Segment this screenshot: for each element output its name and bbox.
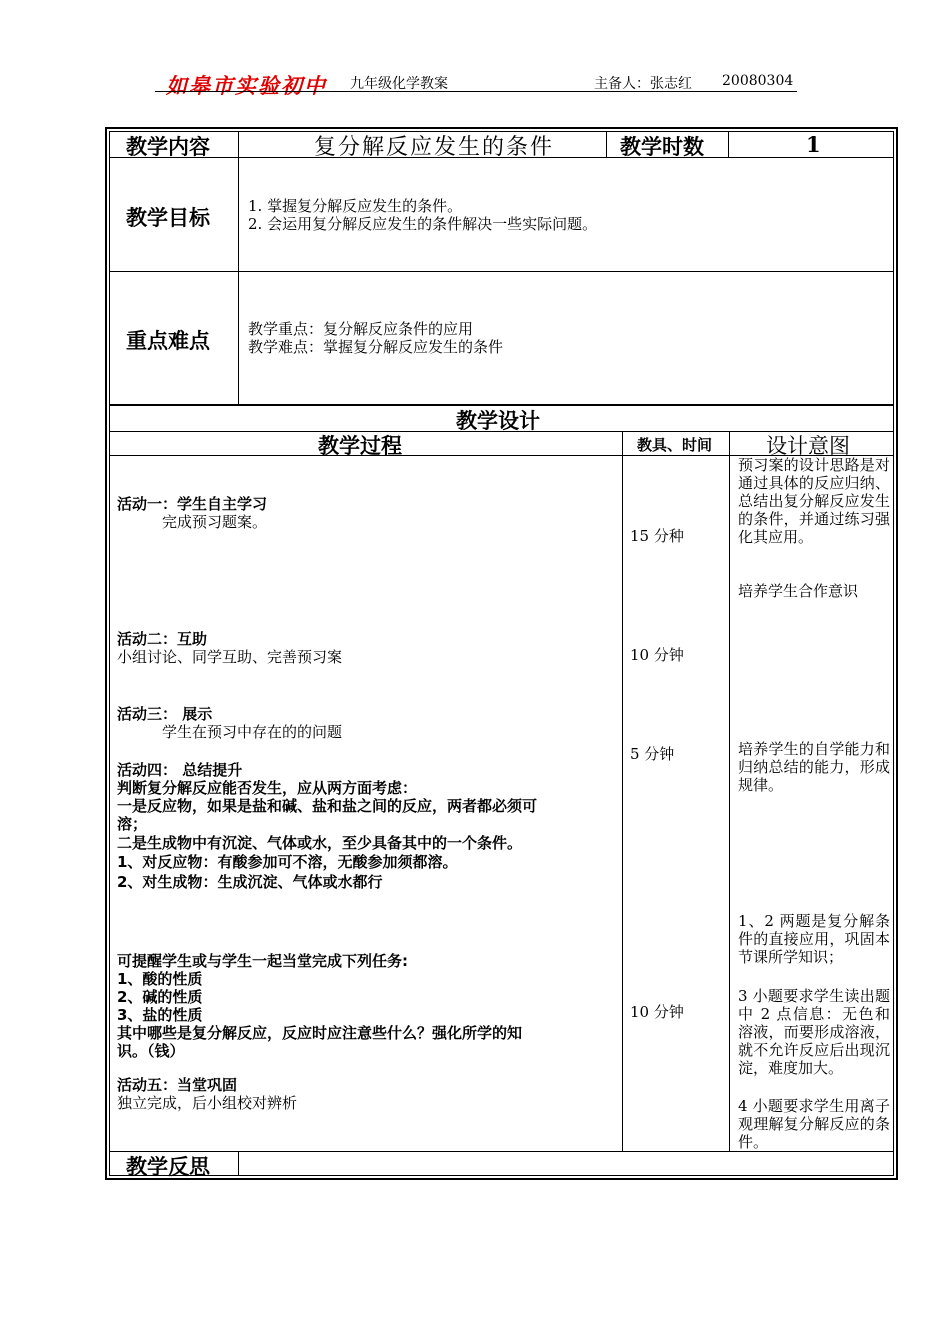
intent-4-part: 1、2 两题是复分解条件的直接应用，巩固本节课所学知识；: [738, 912, 890, 966]
remind-line: 其中哪些是复分解反应，反应时应注意些什么？强化所学的知: [117, 1024, 523, 1042]
intent-1: 预习案的设计思路是对通过具体的反应归纳、总结出复分解反应发生的条件，并通过练习强化其应用。: [738, 456, 890, 546]
time-4: 10 分钟: [630, 1003, 684, 1021]
goal-2: 2. 会运用复分解反应发生的条件解决一些实际问题。: [248, 215, 598, 233]
lesson-title: 复分解反应发生的条件: [314, 135, 555, 160]
school-logo-text: 如皋市实验初中: [166, 73, 327, 98]
activity-2-text: 小组讨论、同学互助、完善预习案: [117, 648, 343, 666]
remind-line: 可提醒学生或与学生一起当堂完成下列任务:: [117, 952, 409, 970]
goal-1: 1. 掌握复分解反应发生的条件。: [248, 197, 463, 215]
key-label: 重点难点: [126, 329, 210, 353]
activity-1-title: 活动一：学生自主学习: [117, 495, 268, 513]
activity-4-title: 活动四： 总结提升: [117, 761, 243, 779]
activity-3-text: 学生在预习中存在的的问题: [162, 723, 343, 741]
activity-4-line: 一是反应物，如果是盐和碱、盐和盐之间的反应，两者都必须可: [117, 797, 538, 815]
intent-4-part: 3 小题要求学生读出题中 2 点信息：无色和溶液，而要形成溶液，就不允许反应后出现沉淀，难度加大。: [738, 987, 890, 1077]
time-2: 10 分钟: [630, 646, 684, 664]
document-type: 九年级化学教案: [350, 76, 448, 92]
activity-4-line: 判断复分解反应能否发生，应从两方面考虑：: [117, 779, 418, 797]
intent-4-part: 4 小题要求学生用离子观理解复分解反应的条件。: [738, 1097, 890, 1151]
tools-label: 教具、时间: [637, 436, 713, 454]
difficult-point: 教学难点：掌握复分解反应发生的条件: [248, 338, 504, 356]
time-1: 15 分种: [630, 527, 684, 545]
activity-3-title: 活动三： 展示: [117, 705, 213, 723]
intent-3: 培养学生的自学能力和归纳总结的能力，形成规律。: [738, 740, 890, 794]
remind-line: 识。（钱）: [117, 1042, 185, 1060]
activity-2-title: 活动二：互助: [117, 630, 208, 648]
intent-label: 设计意图: [766, 434, 850, 458]
process-label: 教学过程: [318, 434, 402, 458]
key-point: 教学重点：复分解反应条件的应用: [248, 320, 474, 338]
hours-label: 教学时数: [620, 135, 704, 159]
activity-4-line: 二是生成物中有沉淀、气体或水，至少具备其中的一个条件。: [117, 834, 523, 852]
activity-4-line: 2、对生成物：生成沉淀、气体或水都行: [117, 873, 383, 891]
hours-value: 1: [806, 132, 821, 157]
design-label: 教学设计: [456, 409, 540, 433]
activity-5-title: 活动五：当堂巩固: [117, 1076, 238, 1094]
remind-line: 3、盐的性质: [117, 1006, 203, 1024]
remind-line: 2、碱的性质: [117, 988, 203, 1006]
activity-4-line: 溶；: [117, 815, 148, 833]
intent-2: 培养学生合作意识: [738, 582, 859, 600]
reflection-label: 教学反思: [126, 1155, 210, 1179]
activity-4-line: 1、对反应物：有酸参加可不溶，无酸参加须都溶。: [117, 853, 458, 871]
activity-1-text: 完成预习题案。: [162, 513, 268, 531]
date: 20080304: [722, 73, 794, 89]
remind-line: 1、酸的性质: [117, 970, 203, 988]
content-label: 教学内容: [126, 135, 210, 159]
activity-5-text: 独立完成，后小组校对辨析: [117, 1094, 298, 1112]
time-3: 5 分钟: [630, 745, 675, 763]
goal-label: 教学目标: [126, 206, 210, 230]
author: 主备人：张志红: [594, 76, 692, 92]
header-divider: [155, 91, 797, 92]
